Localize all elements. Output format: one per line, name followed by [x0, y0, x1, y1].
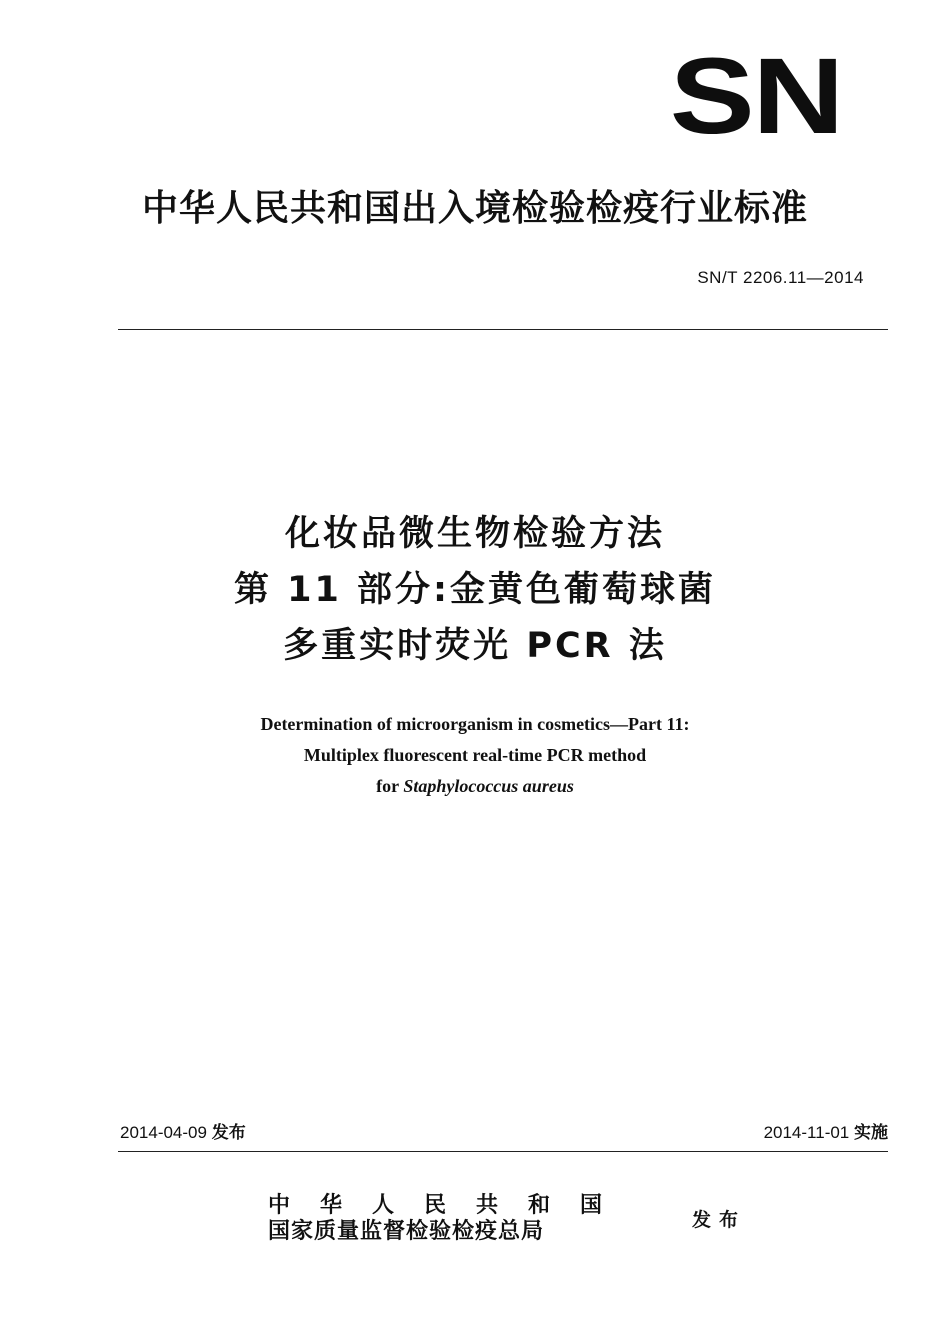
publish-label: 发布 — [692, 1209, 747, 1231]
chinese-title-line-1: 化妆品微生物检验方法 — [284, 514, 665, 554]
top-divider — [118, 329, 888, 330]
implementation-label: 实施 — [854, 1123, 888, 1143]
issuing-authority — [268, 1192, 632, 1244]
industry-standard-title: 中华人民共和国出入境检验检疫行业标准 — [141, 188, 808, 229]
english-title-prefix: for — [376, 776, 404, 796]
implementation-date — [764, 1118, 888, 1143]
english-title — [0, 709, 950, 802]
bottom-divider — [118, 1151, 888, 1152]
issue-date — [120, 1118, 246, 1143]
chinese-title-line-3: 多重实时荧光 PCR 法 — [283, 626, 667, 666]
chinese-title-line-2: 第 11 部分:金黄色葡萄球菌 — [233, 570, 717, 610]
species-name: Staphylococcus aureus — [403, 776, 574, 796]
sn-logo: SN — [669, 35, 842, 156]
english-title-line-3 — [0, 771, 950, 802]
issuer-line-2: 国家质量监督检验检疫总局 — [268, 1218, 545, 1244]
issuer-line-1: 中华人民共和国 — [268, 1192, 633, 1218]
standard-number: SN/T 2206.11—2014 — [697, 268, 864, 287]
issue-label: 发布 — [211, 1123, 246, 1143]
english-title-line-1: Determination of microorganism in cosmetics—Part 11: — [260, 714, 690, 734]
implementation-date-value: 2014-11-01 — [763, 1123, 850, 1142]
english-title-line-2: Multiplex fluorescent real-time PCR method — [303, 745, 647, 765]
chinese-title — [0, 506, 950, 674]
issue-date-value: 2014-04-09 — [120, 1123, 207, 1142]
